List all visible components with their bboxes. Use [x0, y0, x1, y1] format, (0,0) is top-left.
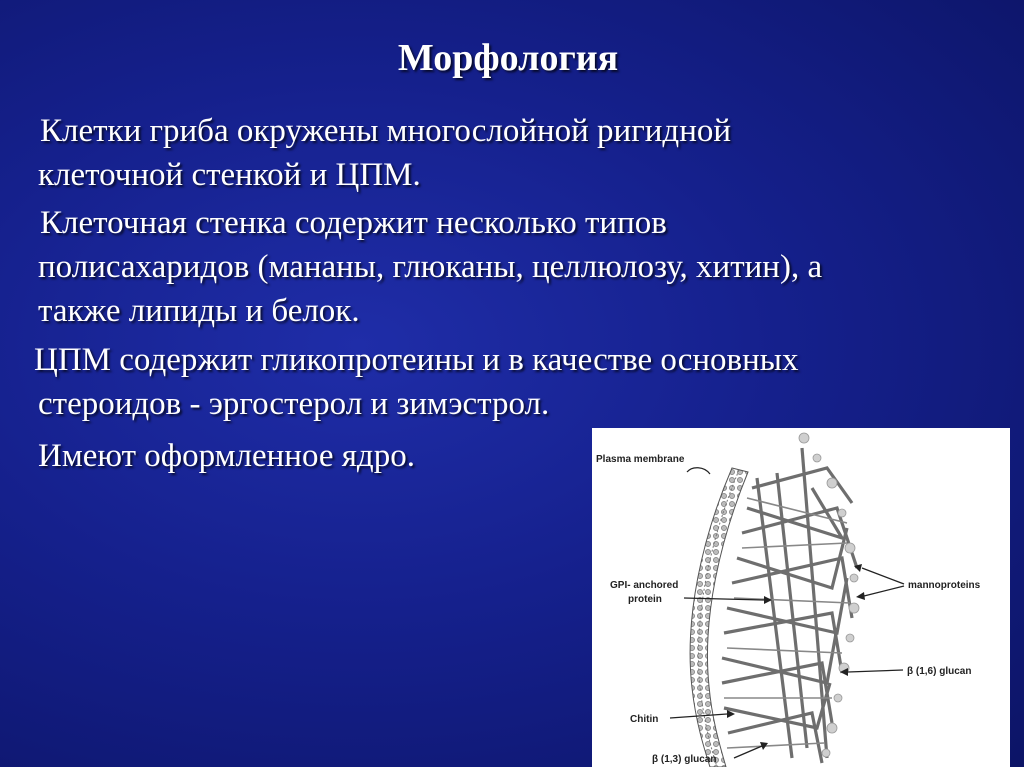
paragraph-line: также липиды и белок. [38, 293, 360, 329]
label-beta-16-glucan: β (1,6) glucan [907, 666, 972, 677]
glucan-mesh [722, 448, 857, 763]
paragraph-membrane [32, 338, 992, 426]
paragraph-line: Клеточная стенка содержит несколько типов [40, 205, 667, 241]
paragraph-line: клеточной стенкой и ЦПМ. [38, 157, 421, 193]
paragraph-line: Клетки гриба окружены многослойной ригидной [40, 113, 732, 149]
paragraph-cell-wall [38, 109, 918, 197]
label-plasma-membrane: Plasma membrane [596, 454, 685, 465]
paragraph-nucleus [38, 434, 578, 478]
cell-wall-diagram [592, 428, 1010, 767]
paragraph-line: полисахаридов (мананы, глюканы, целлюлозу, хитин), а [38, 249, 823, 285]
paragraph-line: Имеют оформленное ядро. [38, 438, 415, 474]
label-gpi-protein: protein [628, 594, 662, 605]
label-beta-13-glucan: β (1,3) glucan [652, 754, 717, 765]
paragraph-line: стероидов - эргостерол и зимэстрол. [38, 386, 550, 422]
paragraph-line: ЦПМ содержит гликопротеины и в качестве основных [34, 342, 799, 378]
cell-wall-illustration [592, 428, 1010, 767]
paragraph-polysaccharides [38, 201, 998, 333]
label-gpi-anchored: GPI- anchored [610, 580, 679, 591]
slide-title: Морфология [397, 37, 619, 79]
label-mannoproteins: mannoproteins [908, 580, 981, 591]
plasma-membrane-band [690, 468, 748, 767]
label-chitin: Chitin [630, 714, 659, 725]
